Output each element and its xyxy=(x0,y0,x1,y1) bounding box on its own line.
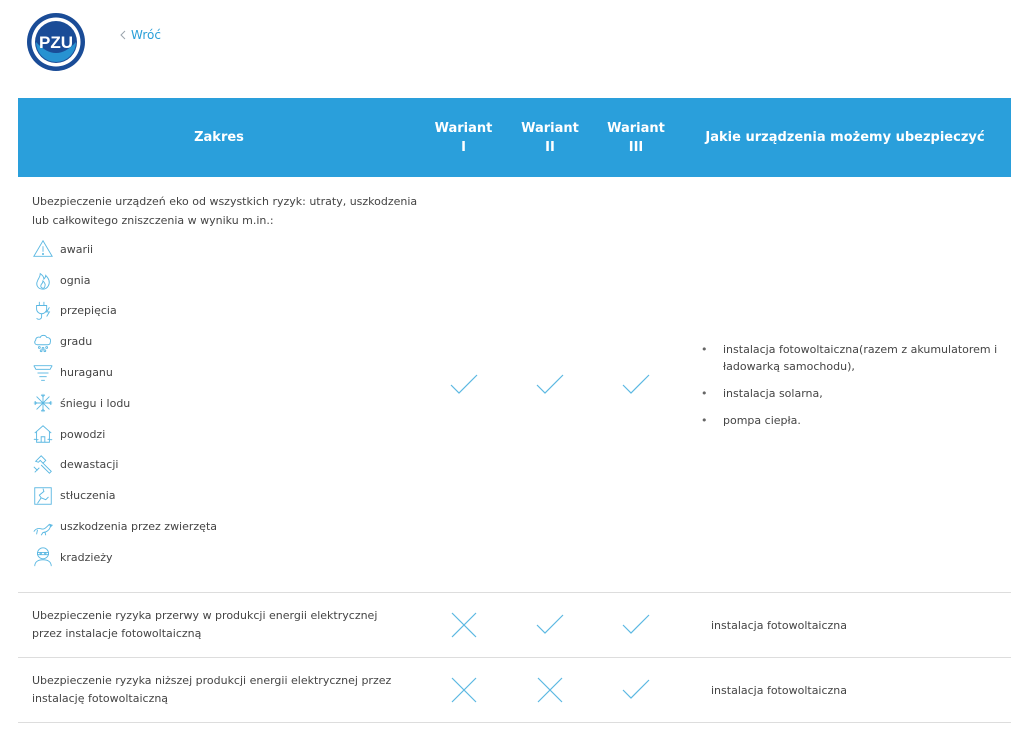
risk-item xyxy=(32,388,420,419)
variant-2-cell xyxy=(507,593,593,657)
risk-item xyxy=(32,234,420,265)
cross-icon xyxy=(449,610,479,640)
device-item: • instalacja fotowoltaiczna(razem z akumulatorem i ładowarką samochodu), xyxy=(701,341,1011,375)
warning-icon xyxy=(32,238,54,260)
variant-2-cell xyxy=(507,658,593,722)
row-zakres-text: Ubezpieczenie ryzyka niższej produkcji energii elektrycznej przez instalację fotowoltaiczną xyxy=(32,674,392,705)
cross-icon xyxy=(449,675,479,705)
row-zakres-text: Ubezpieczenie urządzeń eko od wszystkich ryzyk: utraty, uszkodzenia lub całkowitego zniszczenia w wyniku m.in.: xyxy=(32,195,418,227)
risk-label: powodzi xyxy=(60,427,106,441)
check-icon xyxy=(535,610,565,640)
risk-item xyxy=(32,542,420,573)
flood-icon xyxy=(32,423,54,445)
hail-icon xyxy=(32,331,54,353)
row-zakres-text: Ubezpieczenie ryzyka przerwy w produkcji energii elektrycznej przez instalacje fotowoltaiczną xyxy=(32,609,378,640)
header-zakres: Zakres xyxy=(194,130,244,145)
variant-3-cell xyxy=(593,177,679,592)
risk-label: uszkodzenia przez zwierzęta xyxy=(60,520,218,534)
risk-item xyxy=(32,419,420,450)
risk-label: gradu xyxy=(60,335,93,349)
risk-item xyxy=(32,480,420,511)
header-variant-3-line2: III xyxy=(628,139,644,155)
thief-icon xyxy=(32,546,54,568)
header-variant-3-line1: Wariant xyxy=(607,120,665,136)
check-icon xyxy=(621,610,651,640)
table-row xyxy=(18,177,1011,593)
variant-1-cell xyxy=(420,177,507,592)
header-variant-2-line1: Wariant xyxy=(521,120,579,136)
check-icon xyxy=(621,370,651,400)
check-icon xyxy=(449,370,479,400)
device-item: • pompa ciepła. xyxy=(701,412,1011,429)
risk-item xyxy=(32,326,420,357)
plug-icon xyxy=(32,300,54,322)
risk-item xyxy=(32,357,420,388)
header-variant-2 xyxy=(507,119,593,157)
risk-label: huraganu xyxy=(60,366,113,380)
variant-3-cell xyxy=(593,593,679,657)
risk-label: przepięcia xyxy=(60,304,117,318)
risk-label: ognia xyxy=(60,273,91,287)
check-icon xyxy=(535,370,565,400)
check-icon xyxy=(621,675,651,705)
devices-cell: instalacja fotowoltaiczna xyxy=(711,618,848,632)
pzu-logo[interactable] xyxy=(26,12,86,72)
risk-list xyxy=(32,234,420,573)
variant-1-cell xyxy=(420,593,507,657)
row-zakres xyxy=(18,177,420,592)
devices-cell xyxy=(679,177,1011,592)
risk-label: dewastacji xyxy=(60,458,119,472)
variant-2-cell xyxy=(507,177,593,592)
header-variant-1 xyxy=(420,119,507,157)
devices-list xyxy=(701,341,1011,429)
coverage-table xyxy=(18,98,1011,723)
risk-item xyxy=(32,450,420,481)
header-devices: Jakie urządzenia możemy ubezpieczyć xyxy=(705,130,985,145)
animal-icon xyxy=(32,516,54,538)
chevron-left-icon xyxy=(120,30,126,40)
snowflake-icon xyxy=(32,392,54,414)
table-header xyxy=(18,98,1011,177)
variant-1-cell xyxy=(420,658,507,722)
tornado-icon xyxy=(32,362,54,384)
risk-item xyxy=(32,265,420,296)
risk-item xyxy=(32,511,420,542)
back-label: Wróć xyxy=(131,28,161,42)
header-variant-1-line1: Wariant xyxy=(434,120,493,136)
fire-icon xyxy=(32,269,54,291)
back-link[interactable] xyxy=(120,28,161,42)
variant-3-cell xyxy=(593,658,679,722)
device-item: • instalacja solarna, xyxy=(701,385,1011,402)
risk-label: awarii xyxy=(60,242,94,256)
table-row xyxy=(18,593,1011,658)
risk-label: śniegu i lodu xyxy=(60,396,131,410)
hammer-icon xyxy=(32,454,54,476)
header-variant-3 xyxy=(593,119,679,157)
table-row xyxy=(18,658,1011,723)
devices-cell: instalacja fotowoltaiczna xyxy=(711,683,848,697)
broken-glass-icon xyxy=(32,485,54,507)
cross-icon xyxy=(535,675,565,705)
header-variant-1-line2: I xyxy=(461,139,466,155)
header-variant-2-line2: II xyxy=(545,139,555,155)
logo-text: PZU xyxy=(39,33,73,52)
risk-item xyxy=(32,296,420,327)
risk-label: stłuczenia xyxy=(60,489,116,503)
risk-label: kradzieży xyxy=(60,550,113,564)
